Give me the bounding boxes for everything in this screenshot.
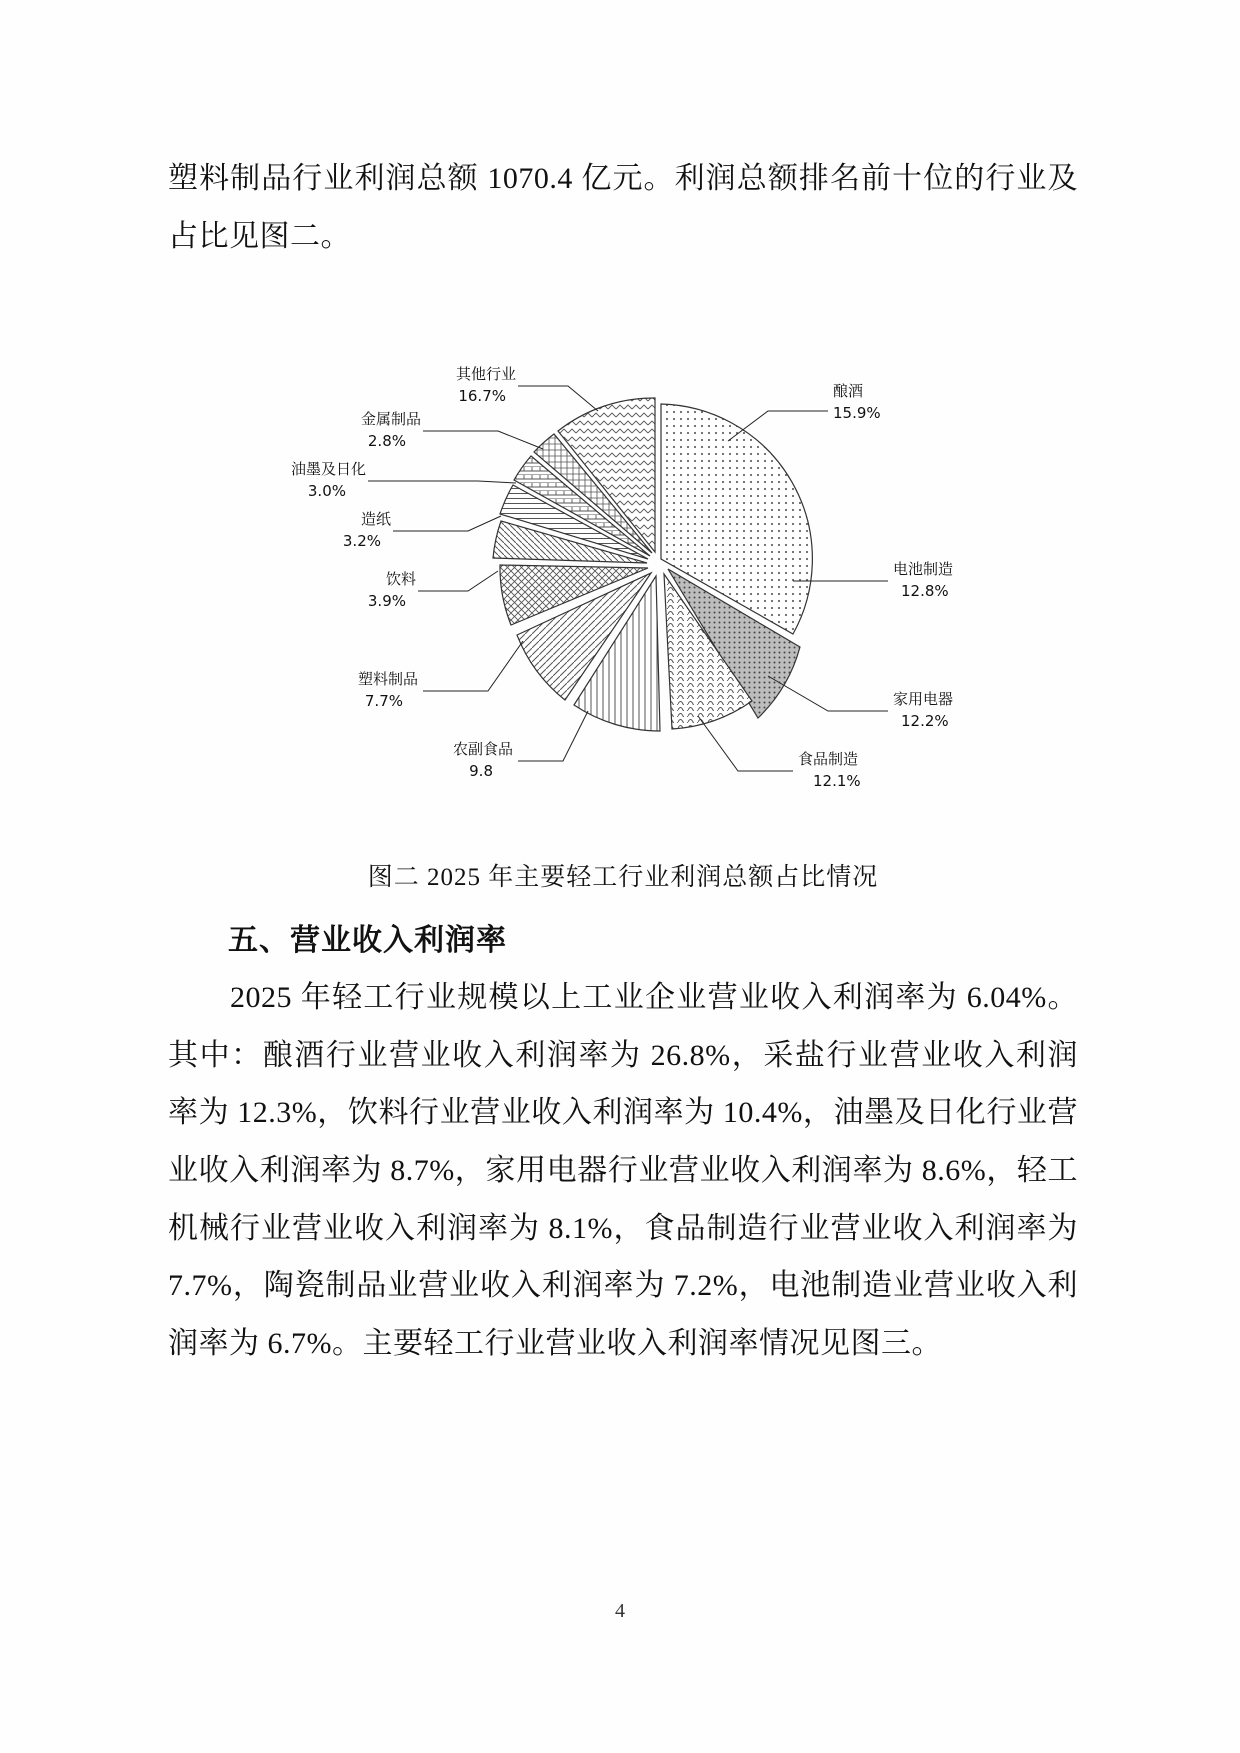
pie-label-youmo-pct: 3.0% xyxy=(307,482,346,501)
pie-label-shipin-pct: 12.1% xyxy=(813,772,861,791)
pie-label-jiayong-pct: 12.2% xyxy=(901,712,949,731)
pie-label-jinshu-pct: 2.8% xyxy=(367,432,406,451)
section-heading: 五、营业收入利润率 xyxy=(228,923,507,959)
pie-chart-svg xyxy=(168,291,1078,851)
pie-label-qita-name: 其他行业 xyxy=(455,365,516,384)
pie-label-zaozhi-pct: 3.2% xyxy=(342,532,381,551)
pie-label-suliao-pct: 7.7% xyxy=(364,692,403,711)
pie-label-yinliao-pct: 3.9% xyxy=(367,592,406,611)
pie-label-dianchi-pct: 12.8% xyxy=(901,582,949,601)
pie-label-zaozhi-name: 造纸 xyxy=(360,510,391,529)
paragraph-two: 2025 年轻工行业规模以上工业企业营业收入利润率为 6.04%。其中：酿酒行业营业收入利润率为 26.8%，采盐行业营业收入利润率为 12.3%，饮料行业营业收入利润率为 10.4%，油墨及日化行业营业收入利润率为 8.7%，家用电器行业营业收入利润率为 8.6%，轻工机械行业营业收入利润率为 8.1%，食品制造行业营业收入利润率为 7.7%，陶瓷制品业营业收入利润率为 7.2%，电池制造业营业收入利润率为 6.7%。主要轻工行业营业收入利润率情况见图三。 xyxy=(168,981,1078,1360)
figure-caption: 图二 2025 年主要轻工行业利润总额占比情况 xyxy=(367,864,879,892)
page-content xyxy=(168,150,1078,1376)
pie-label-jiayong-name: 家用电器 xyxy=(893,690,954,709)
pie-label-jiu-pct: 15.9% xyxy=(833,404,881,423)
pie-label-jinshu-name: 金属制品 xyxy=(360,410,421,429)
pie-label-jiu-name: 酿酒 xyxy=(833,382,864,401)
pie-slice-jiu xyxy=(661,404,812,634)
pie-label-qita-pct: 16.7% xyxy=(458,387,506,406)
paragraph-one: 塑料制品行业利润总额 1070.4 亿元。利润总额排名前十位的行业及占比见图二。 xyxy=(168,162,1078,253)
page-number: 4 xyxy=(615,1600,625,1622)
pie-label-dianchi-name: 电池制造 xyxy=(893,560,954,579)
pie-label-nongfu-name: 农副食品 xyxy=(452,740,513,759)
pie-label-nongfu-pct: 9.8 xyxy=(469,762,493,781)
pie-chart-figure xyxy=(168,291,1078,851)
pie-label-youmo-name: 油墨及日化 xyxy=(290,460,366,479)
pie-label-suliao-name: 塑料制品 xyxy=(357,670,418,689)
pie-label-shipin-name: 食品制造 xyxy=(798,750,859,769)
pie-label-yinliao-name: 饮料 xyxy=(385,570,416,589)
